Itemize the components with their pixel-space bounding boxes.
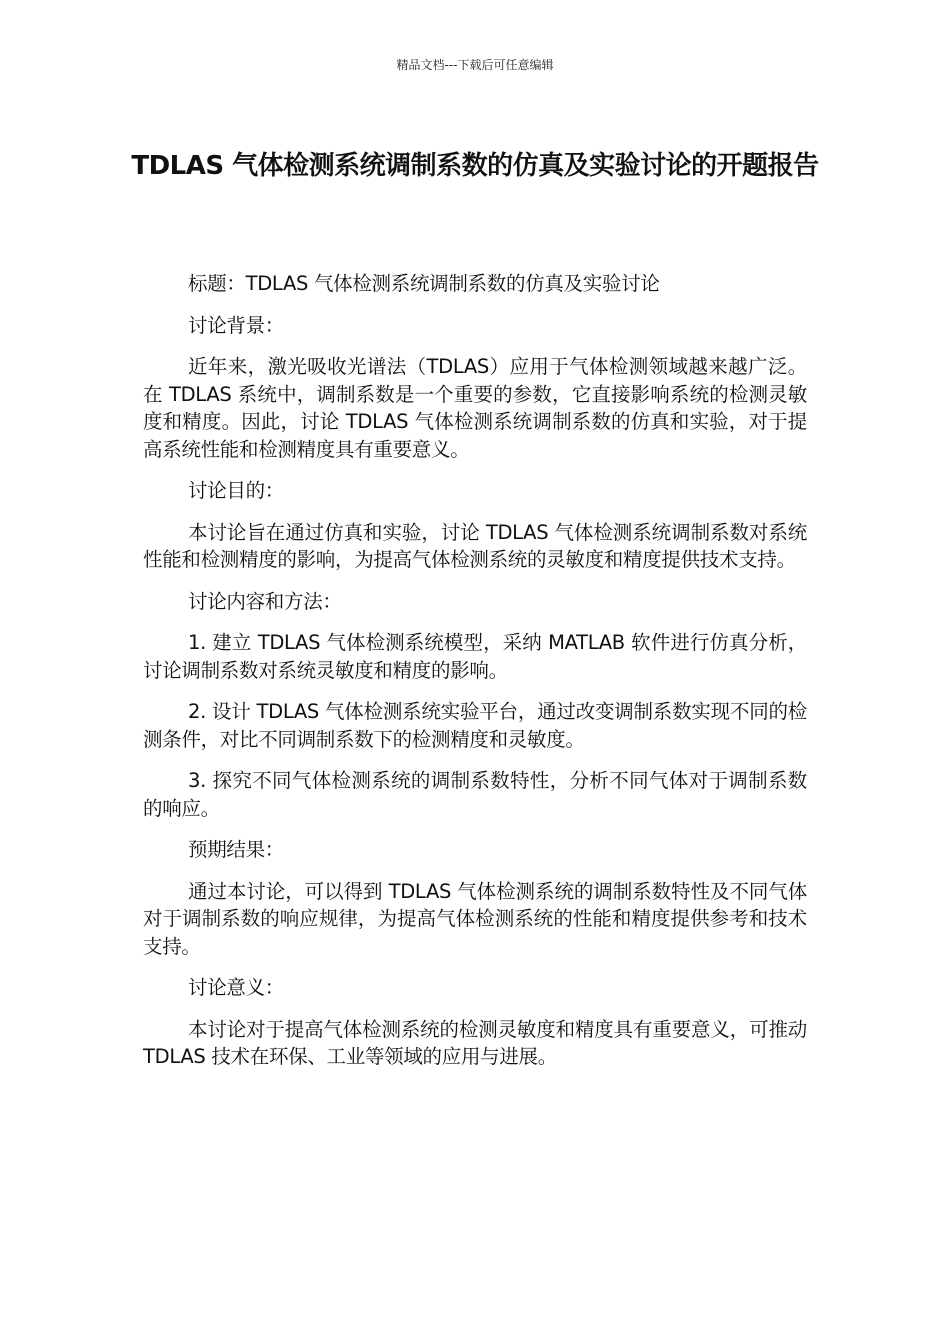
paragraph-title-line: 标题：TDLAS 气体检测系统调制系数的仿真及实验讨论 [188,272,660,295]
document-body [143,270,807,1085]
document-title: TDLAS 气体检测系统调制系数的仿真及实验讨论的开题报告 [131,151,819,181]
heading-expected-results: 预期结果： [188,838,285,861]
paragraph-background: 近年来，激光吸收光谱法（TDLAS）应用于气体检测领域越来越广泛。在 TDLAS 系统中，调制系数是一个重要的参数，它直接影响系统的检测灵敏度和精度。因此，讨论 TDLAS 气体检测系统调制系数的仿真和实验，对于提高系统性能和检测精度具有重要意义。 [143,355,807,461]
paragraph-expected-results: 通过本讨论，可以得到 TDLAS 气体检测系统的调制系数特性及不同气体对于调制系数的响应规律，为提高气体检测系统的性能和精度提供参考和技术支持。 [143,879,807,958]
heading-background: 讨论背景： [188,313,285,337]
page-header-note: 精品文档---下载后可任意编辑 [396,58,554,72]
paragraph-significance: 本讨论对于提高气体检测系统的检测灵敏度和精度具有重要意义，可推动 TDLAS 技术在环保、工业等领域的应用与进展。 [143,1017,807,1068]
heading-significance: 讨论意义： [188,976,285,999]
paragraph-method-1: 1. 建立 TDLAS 气体检测系统模型，采纳 MATLAB 软件进行仿真分析，讨论调制系数对系统灵敏度和精度的影响。 [143,631,807,682]
paragraph-method-3: 3. 探究不同气体检测系统的调制系数特性，分析不同气体对于调制系数的响应。 [143,769,807,820]
paragraph-method-2: 2. 设计 TDLAS 气体检测系统实验平台，通过改变调制系数实现不同的检测条件，对比不同调制系数下的检测精度和灵敏度。 [143,700,807,751]
heading-content-methods: 讨论内容和方法： [188,589,342,613]
heading-purpose: 讨论目的： [188,479,285,502]
paragraph-purpose: 本讨论旨在通过仿真和实验，讨论 TDLAS 气体检测系统调制系数对系统性能和检测精度的影响，为提高气体检测系统的灵敏度和精度提供技术支持。 [143,520,807,571]
